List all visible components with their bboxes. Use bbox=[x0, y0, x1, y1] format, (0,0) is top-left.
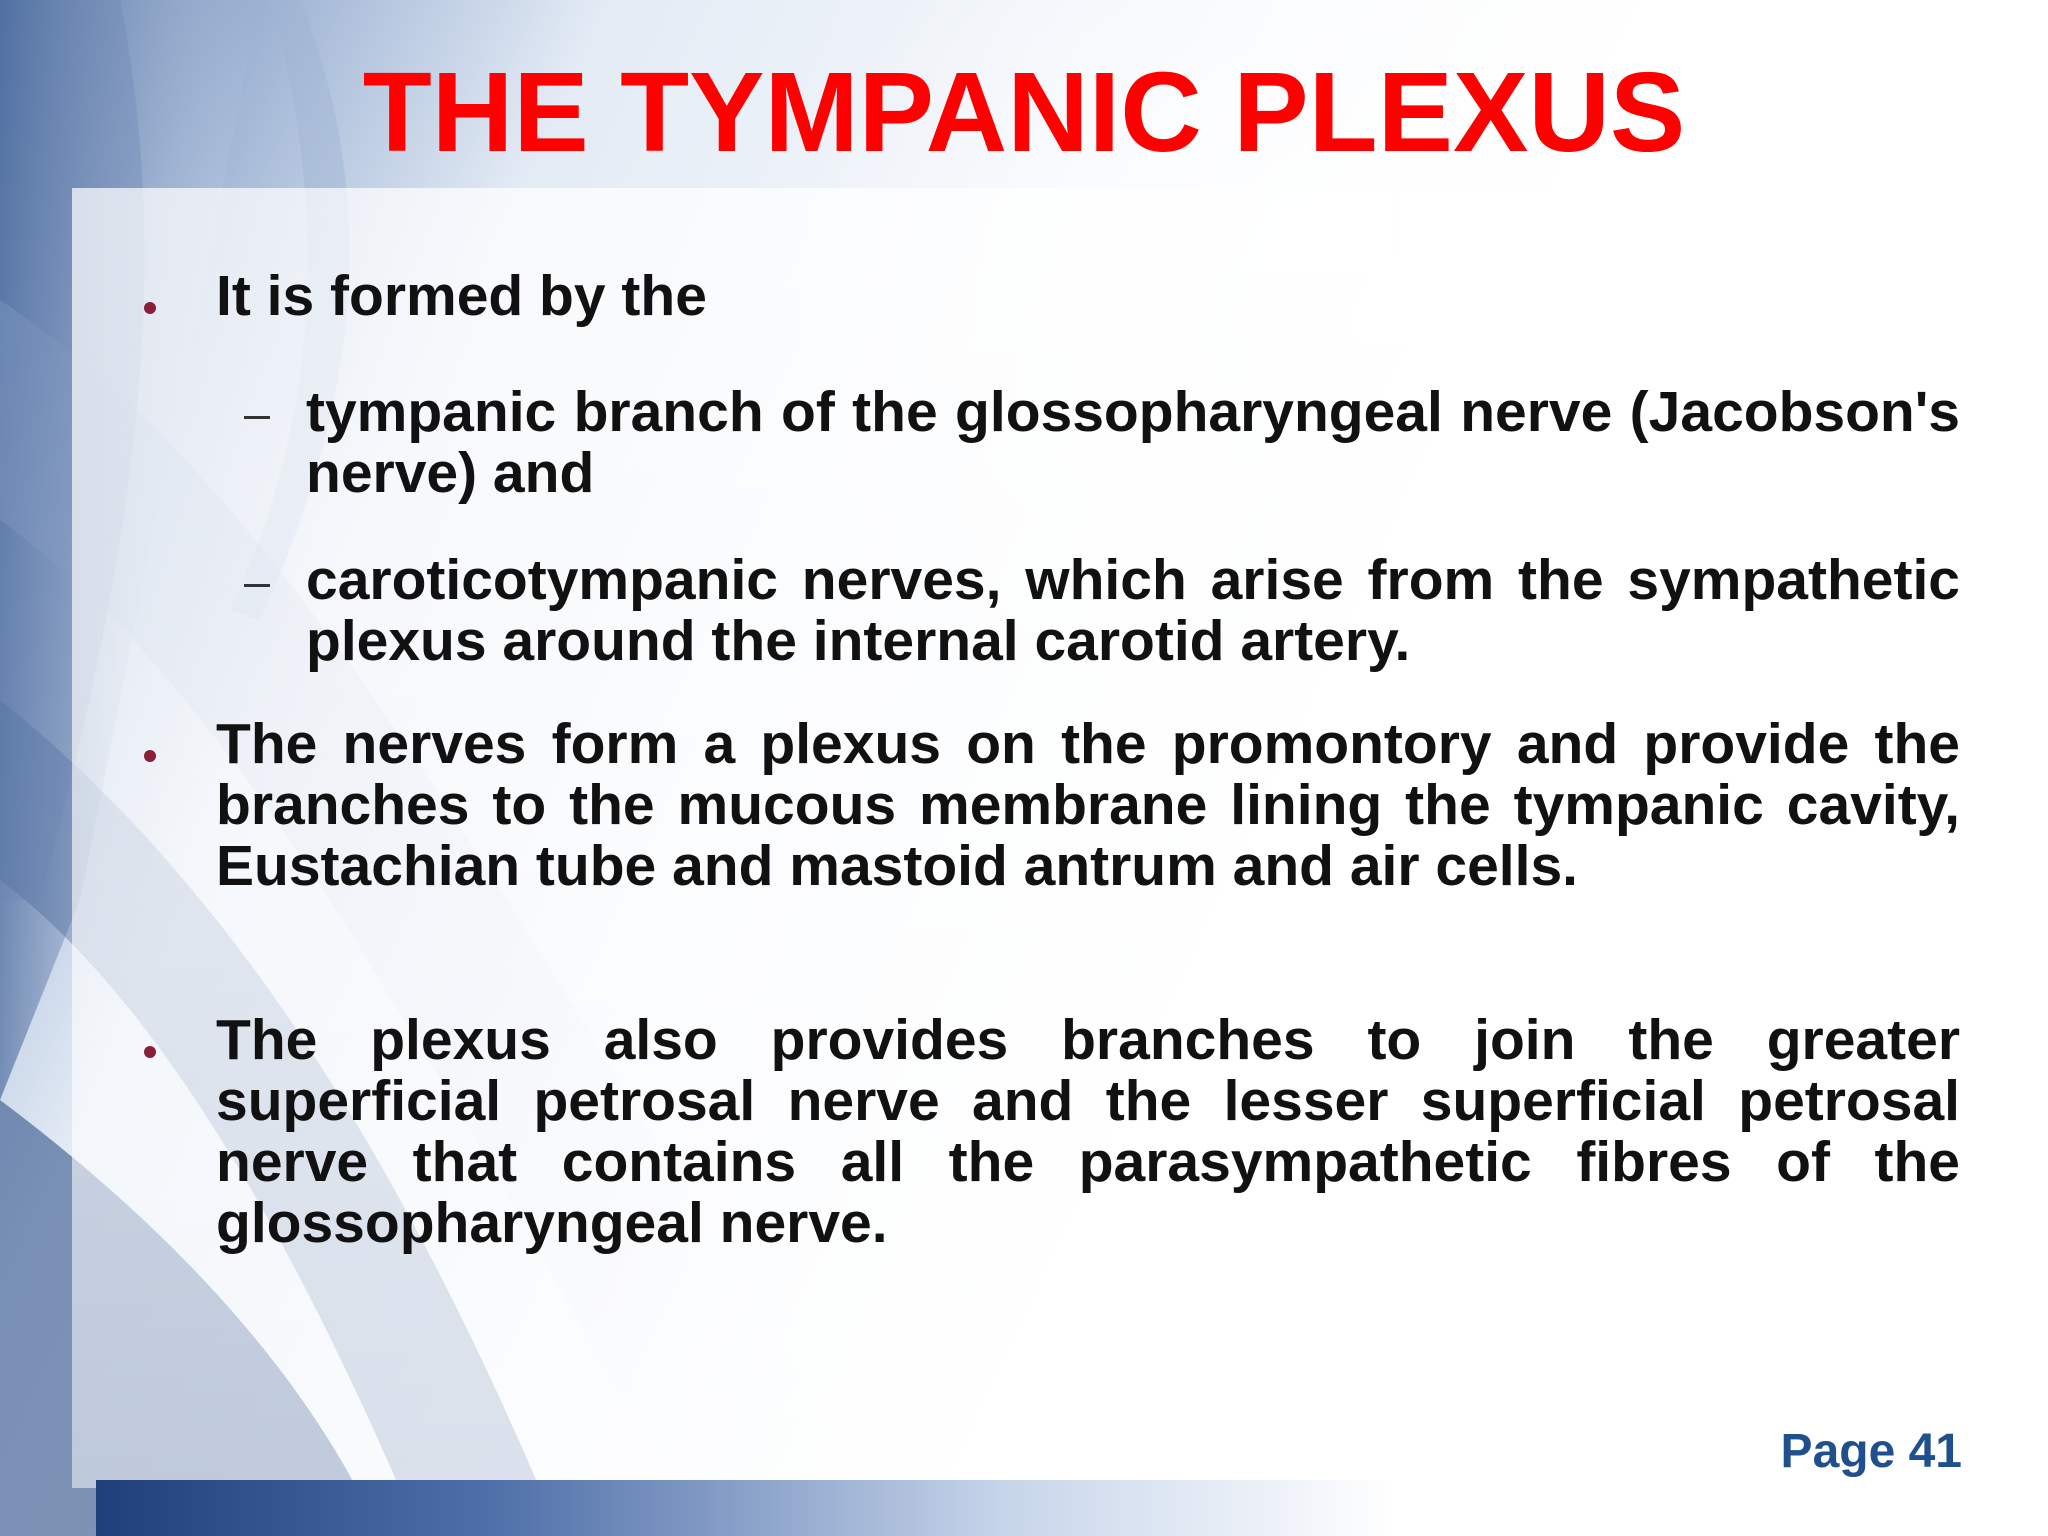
bullet-2-text: The nerves form a plexus on the promontory and provide the branches to the mucous membrane lining the tympanic cavity, Eustachian tube and mastoid antrum and air cells. bbox=[216, 712, 1960, 898]
slide-title: THE TYMPANIC PLEXUS bbox=[362, 49, 1686, 175]
dash-icon bbox=[244, 584, 270, 587]
sub-bullet-2-text: caroticotympanic nerves, which arise from the sympathetic plexus around the internal carotid artery. bbox=[306, 548, 1960, 673]
bullet-icon bbox=[144, 750, 156, 762]
bullet-icon bbox=[144, 302, 156, 314]
sub-bullet-1-text: tympanic branch of the glossopharyngeal nerve (Jacobson's nerve) and bbox=[306, 380, 1960, 505]
dash-icon bbox=[244, 416, 270, 419]
bullet-3-text: The plexus also provides branches to join the greater superficial petrosal nerve and the lesser superficial petrosal nerve that contains all the parasympathetic fibres of the glossopharyngeal nerve. bbox=[216, 1008, 1960, 1255]
page-number: Page 41 bbox=[1780, 1425, 1962, 1478]
bullet-icon bbox=[144, 1046, 156, 1058]
bullet-1-text: It is formed by the bbox=[216, 264, 707, 328]
